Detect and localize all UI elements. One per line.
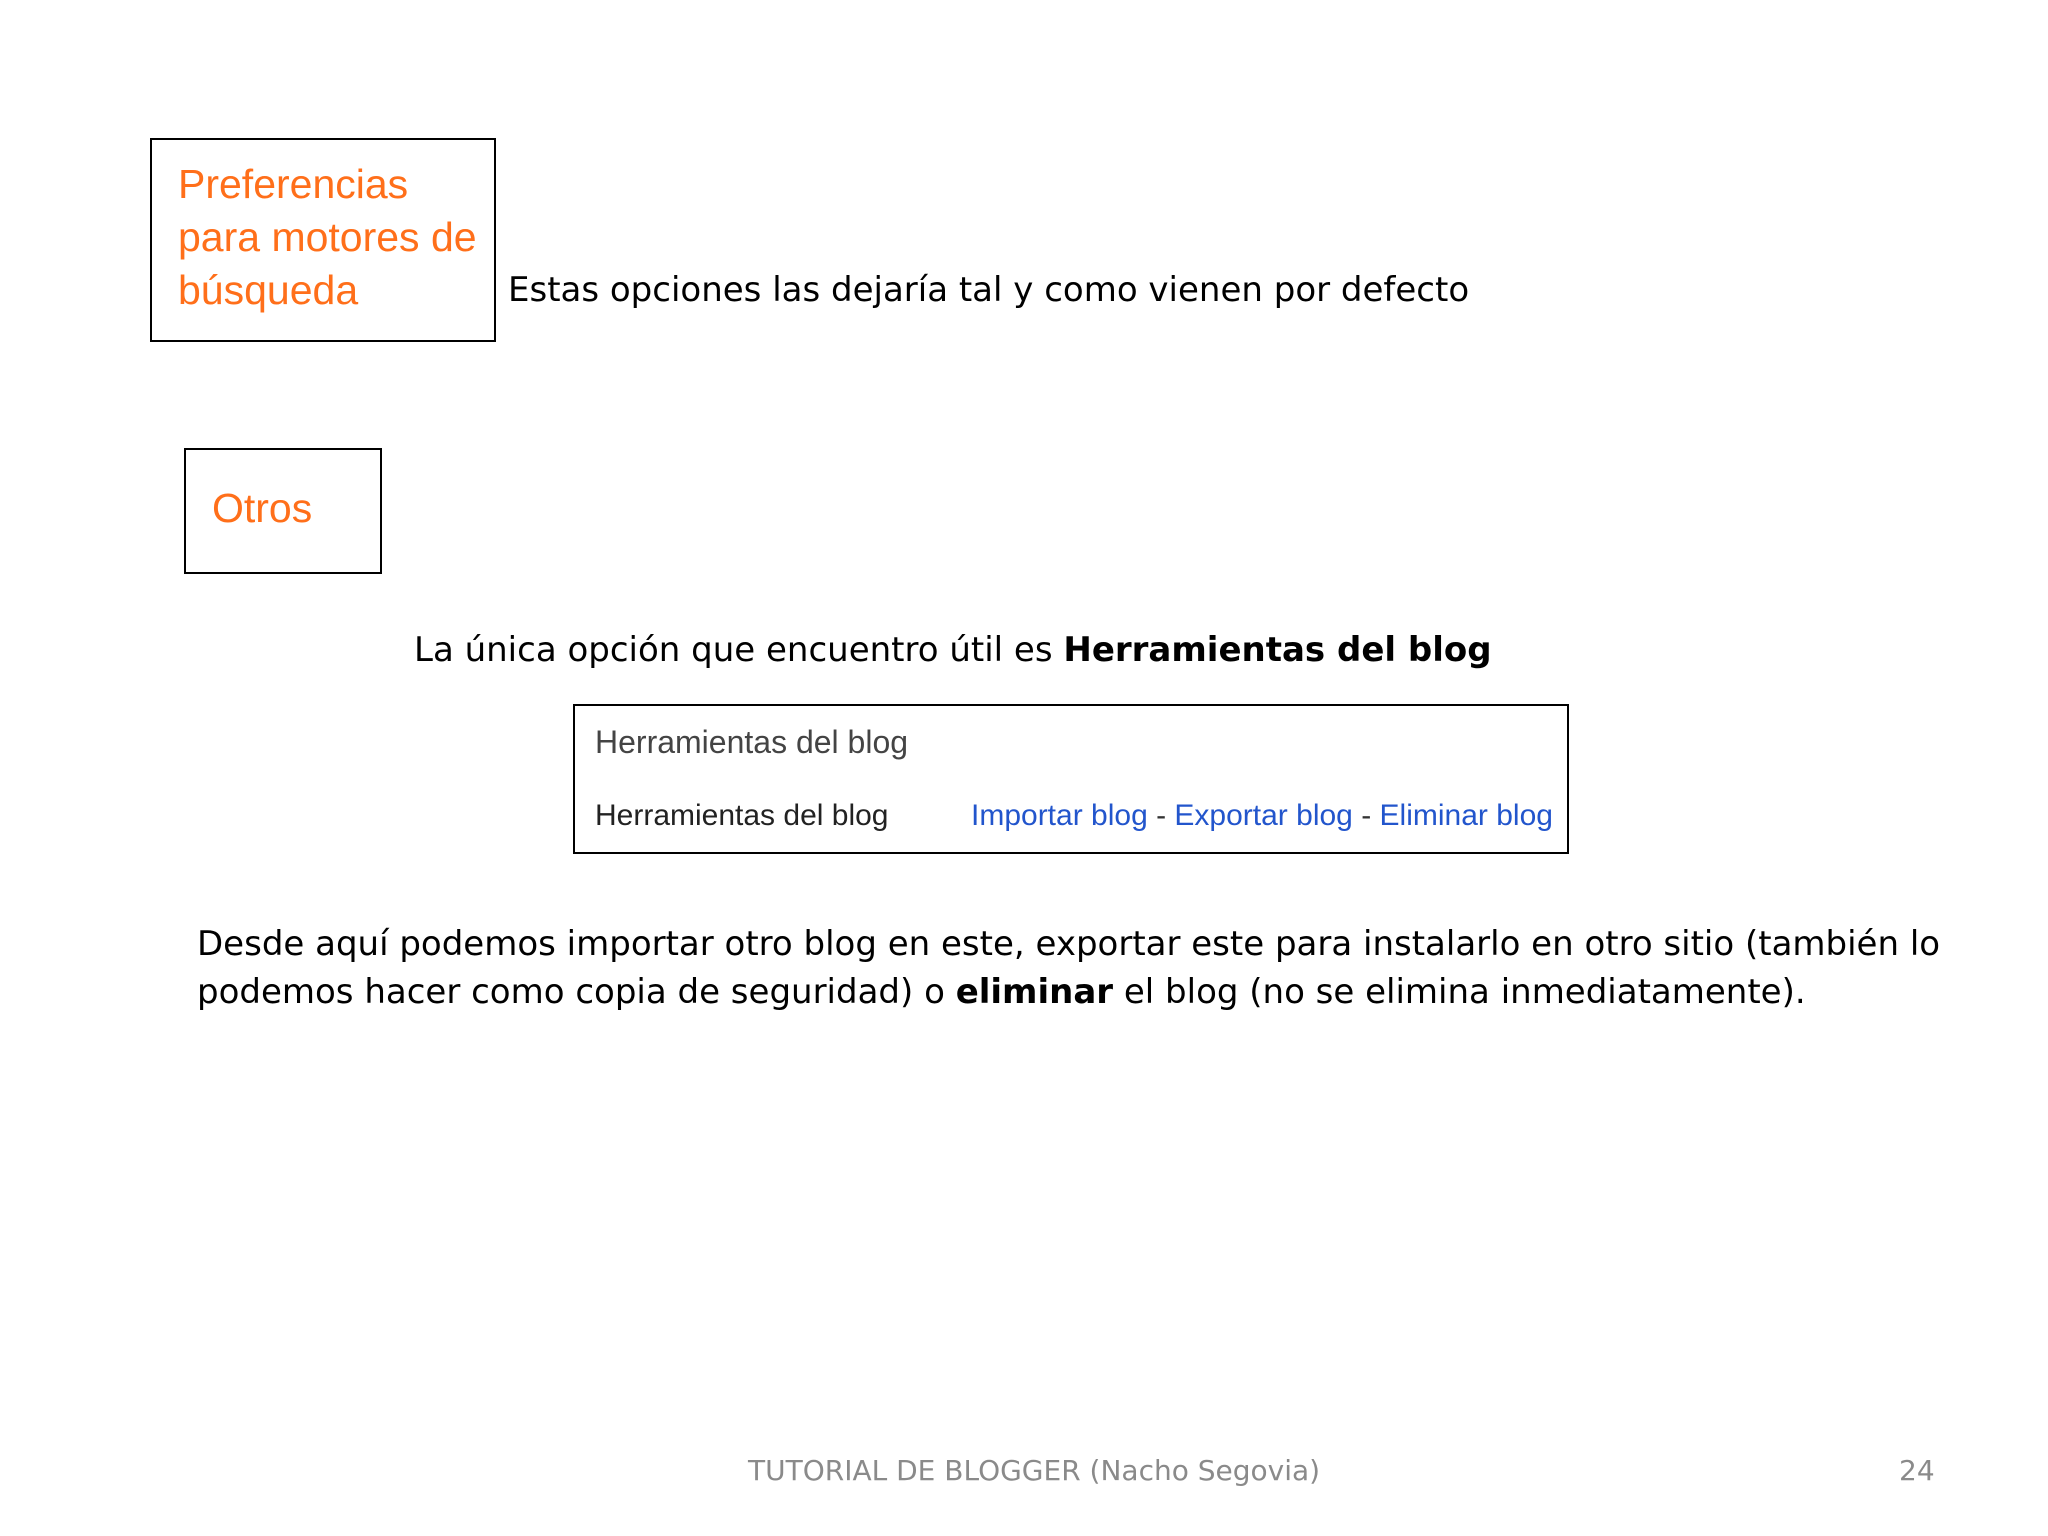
explanation-line-2-end: el blog (no se elimina inmediatamente).: [1113, 972, 1806, 1012]
blog-tools-panel-header: Herramientas del blog: [595, 724, 909, 760]
page-number: 24: [1899, 1454, 1935, 1487]
others-intro: [414, 626, 1492, 674]
search-preferences-title-line-3: búsqueda: [178, 267, 359, 313]
search-preferences-title: [178, 158, 477, 317]
link-separator: -: [1147, 799, 1175, 832]
blog-tools-links: [971, 799, 1553, 833]
link-separator: -: [1352, 799, 1380, 832]
footer-title: TUTORIAL DE BLOGGER (Nacho Segovia): [748, 1454, 1321, 1487]
others-title: Otros: [212, 485, 313, 531]
others-intro-text: La única opción que encuentro útil es: [414, 630, 1064, 670]
explanation-bold-eliminar: eliminar: [955, 972, 1114, 1012]
blog-tools-row-label: Herramientas del blog: [595, 799, 889, 832]
others-intro-bold: Herramientas del blog: [1063, 630, 1492, 670]
search-preferences-header-box: [150, 138, 496, 342]
search-preferences-title-line-1: Preferencias: [178, 161, 409, 207]
search-preferences-title-line-2: para motores de: [178, 214, 477, 260]
export-blog-link[interactable]: Exportar blog: [1174, 799, 1353, 832]
import-blog-link[interactable]: Importar blog: [971, 799, 1148, 832]
others-header-box: [184, 448, 382, 574]
explanation-line-2: [197, 968, 1940, 1016]
search-preferences-description: Estas opciones las dejaría tal y como vienen por defecto: [508, 270, 1470, 310]
delete-blog-link[interactable]: Eliminar blog: [1379, 799, 1553, 832]
explanation-paragraph: [197, 920, 1940, 1016]
blog-tools-panel: [573, 704, 1569, 854]
explanation-line-2-start: podemos hacer como copia de seguridad) o: [197, 972, 956, 1012]
explanation-line-1: Desde aquí podemos importar otro blog en este, exportar este para instalarlo en otro sitio (también lo: [197, 924, 1941, 964]
